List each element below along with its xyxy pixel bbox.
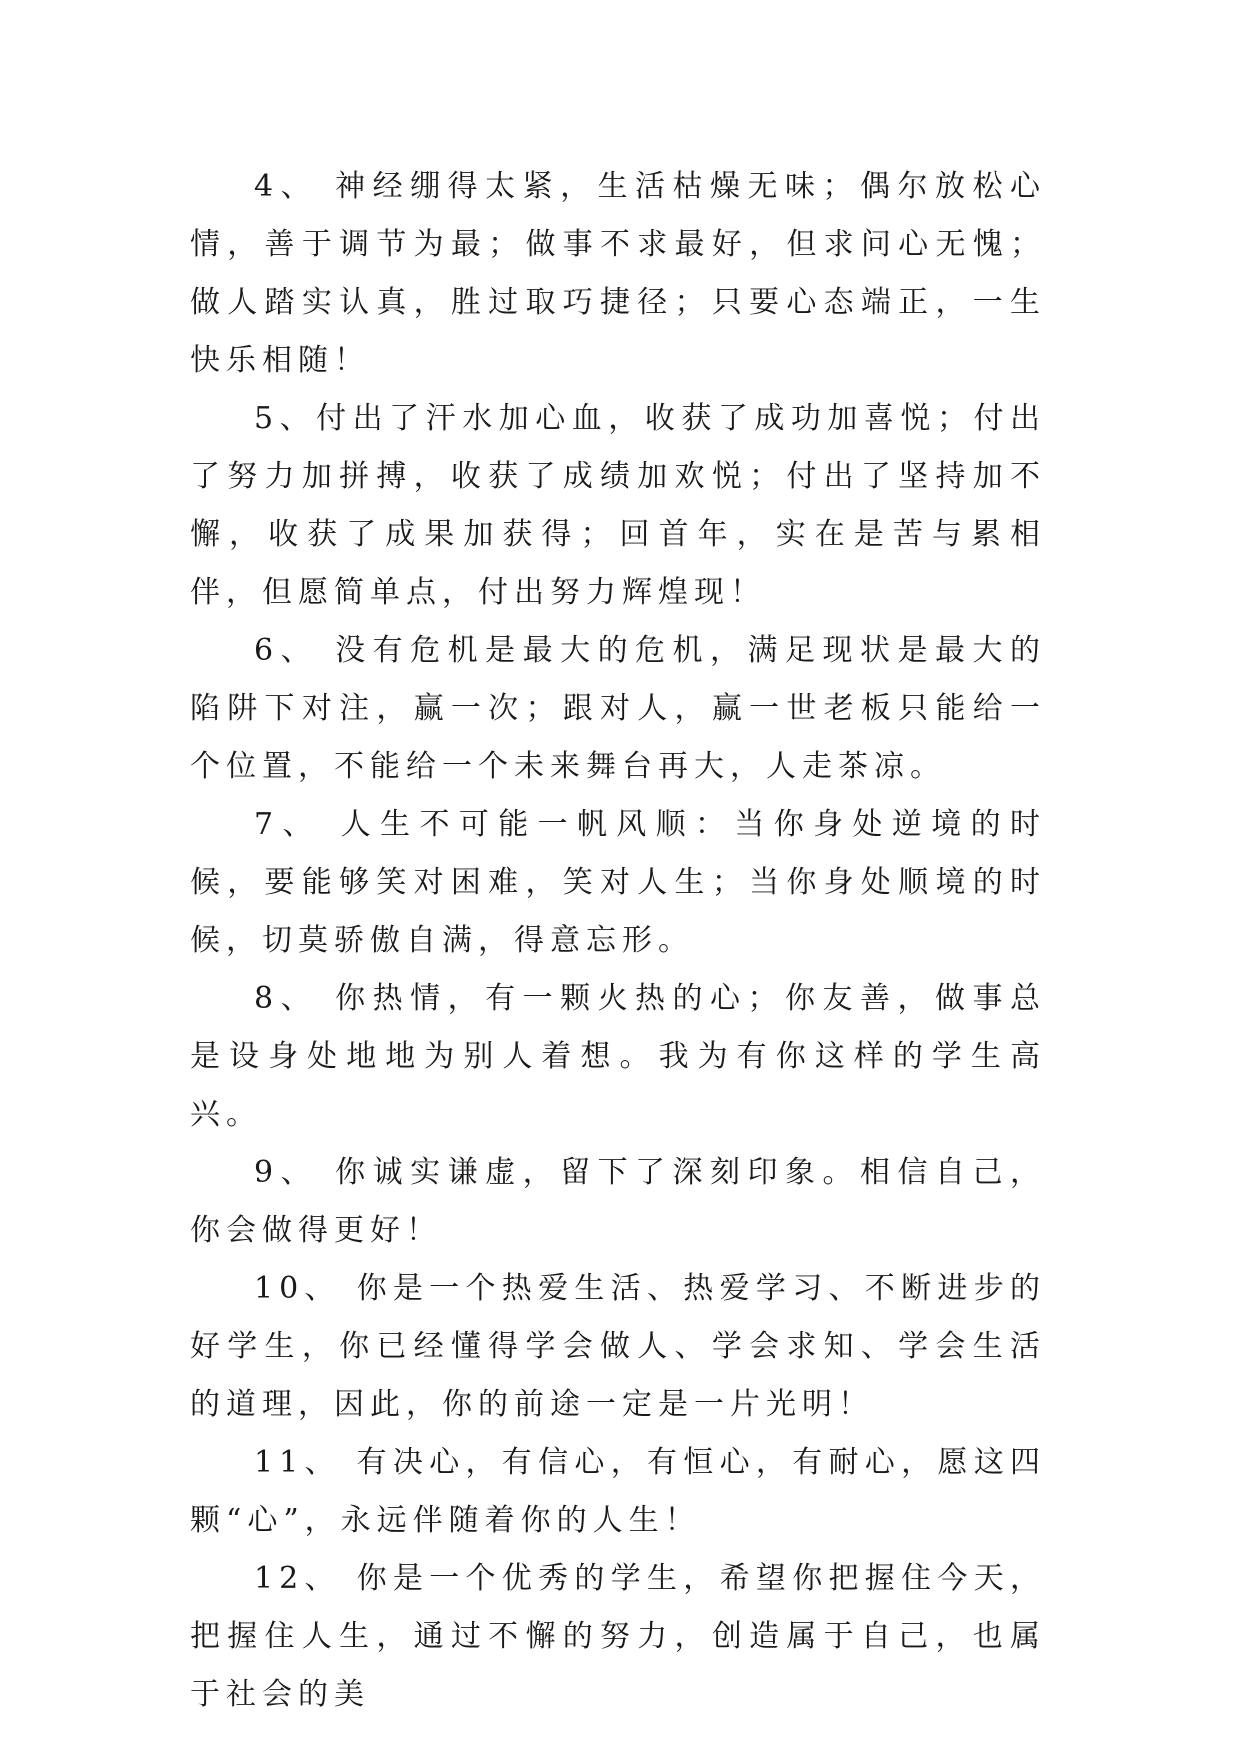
paragraph-12: 12、 你是一个优秀的学生，希望你把握住今天，把握住人生，通过不懈的努力，创造属于自己，也属于社会的美 <box>190 1561 1046 1712</box>
document-page <box>190 158 1046 1724</box>
paragraph-7: 7、 人生不可能一帆风顺：当你身处逆境的时候，要能够笑对困难，笑对人生；当你身处顺境的时候，切莫骄傲自满，得意忘形。 <box>190 807 1046 958</box>
paragraph-5: 5、付出了汗水加心血，收获了成功加喜悦；付出了努力加拼搏，收获了成绩加欢悦；付出了坚持加不懈，收获了成果加获得；回首年，实在是苦与累相伴，但愿简单点，付出努力辉煌现！ <box>190 401 1046 610</box>
paragraph-8: 8、 你热情，有一颗火热的心；你友善，做事总是设身处地地为别人着想。我为有你这样的学生高兴。 <box>190 981 1046 1132</box>
paragraph-6: 6、 没有危机是最大的危机，满足现状是最大的陷阱下对注，赢一次；跟对人，赢一世老板只能给一个位置，不能给一个未来舞台再大，人走茶凉。 <box>190 633 1046 784</box>
paragraph-10: 10、 你是一个热爱生活、热爱学习、不断进步的好学生，你已经懂得学会做人、学会求知、学会生活的道理，因此，你的前途一定是一片光明！ <box>190 1271 1046 1422</box>
paragraph-4: 4、 神经绷得太紧，生活枯燥无味；偶尔放松心情，善于调节为最；做事不求最好，但求问心无愧；做人踏实认真，胜过取巧捷径；只要心态端正，一生快乐相随！ <box>190 169 1046 378</box>
paragraph-9: 9、 你诚实谦虚，留下了深刻印象。相信自己，你会做得更好！ <box>190 1155 1046 1248</box>
paragraph-11: 11、 有决心，有信心，有恒心，有耐心，愿这四颗“心”，永远伴随着你的人生！ <box>190 1445 1046 1538</box>
